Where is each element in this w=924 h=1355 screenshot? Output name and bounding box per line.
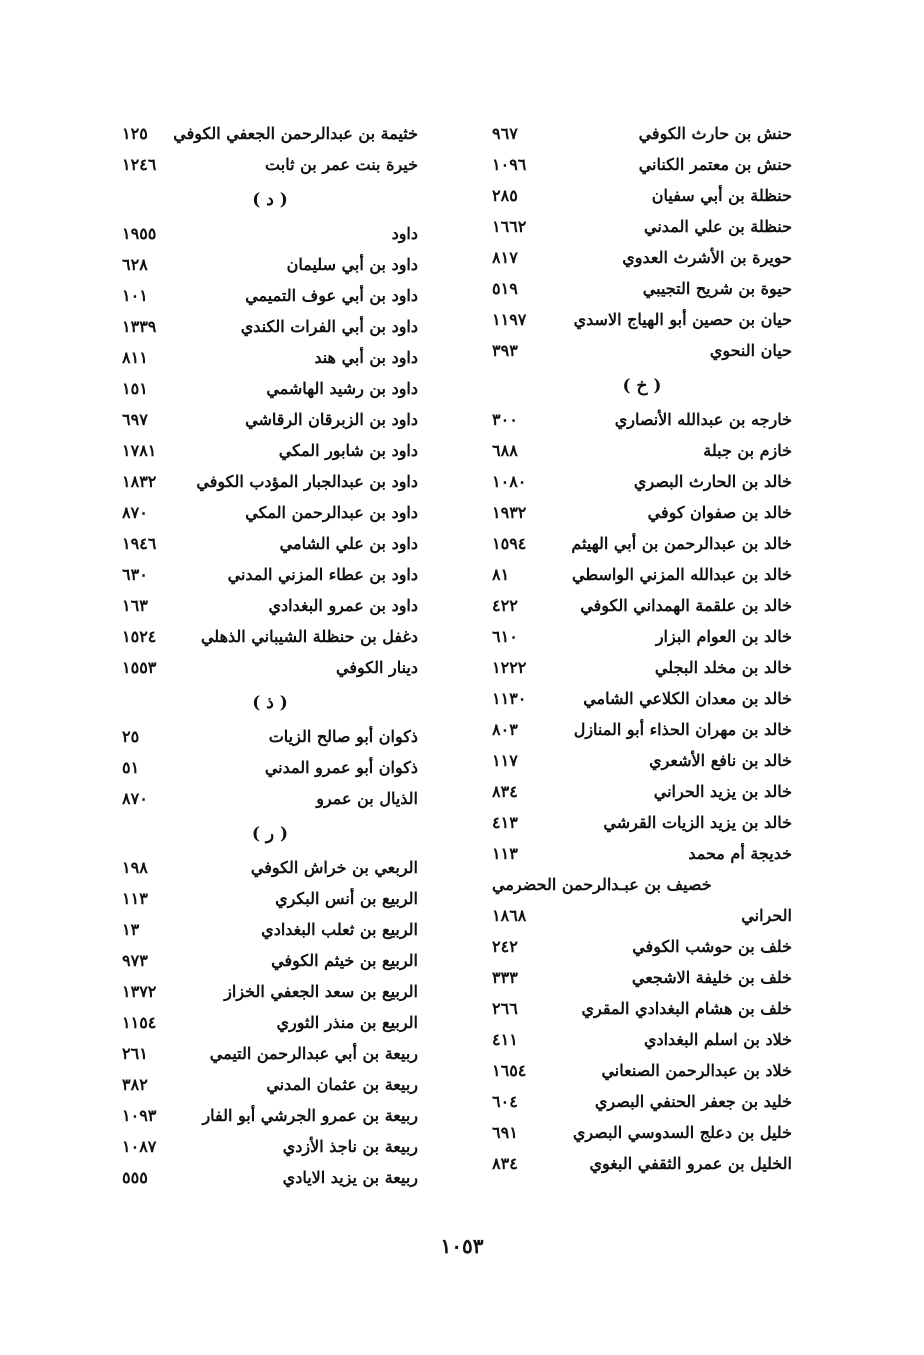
- index-entry: [492, 714, 792, 745]
- entry-name: الذيال بن عمرو: [316, 789, 418, 808]
- page-number: ١٠٥٣: [440, 1234, 484, 1258]
- index-entry: [492, 1055, 792, 1086]
- index-entry: [492, 335, 792, 366]
- index-entry: [492, 149, 792, 180]
- entry-number: ١٦٥٤: [492, 1061, 527, 1080]
- letter-heading: ( د ): [252, 190, 288, 210]
- entry-name: دغفل بن حنظلة الشيباني الذهلي: [200, 627, 418, 646]
- entry-number: ٢٤٢: [492, 937, 518, 956]
- entry-number: ١٨٣٢: [122, 472, 157, 491]
- entry-name: خالد بن صفوان كوفي: [647, 503, 792, 522]
- index-column-right: [492, 118, 792, 1179]
- entry-name: داود بن عبدالرحمن المكي: [245, 503, 418, 522]
- entry-name: داود بن أبي هند: [314, 348, 418, 367]
- entry-number: ١٥٢٤: [122, 627, 157, 646]
- index-entry: [122, 976, 418, 1007]
- index-entry: [122, 721, 418, 752]
- entry-number: ١٠٨٠: [492, 472, 527, 491]
- index-entry: [492, 931, 792, 962]
- index-entry: [122, 752, 418, 783]
- entry-name: ربيعة بن عثمان المدني: [266, 1075, 418, 1094]
- entry-name: خالد بن يزيد الحراني: [653, 782, 792, 801]
- entry-number: ١٩٨: [122, 858, 148, 877]
- entry-number: ٣٨٢: [122, 1075, 148, 1094]
- entry-number: ١٥٩٤: [492, 534, 527, 553]
- entry-number: ١٩٤٦: [122, 534, 157, 553]
- index-column-left: [122, 118, 418, 1193]
- entry-number: ٦١٠: [492, 627, 518, 646]
- entry-name: الربيع بن منذر الثوري: [276, 1013, 418, 1032]
- index-entry: [492, 1148, 792, 1179]
- entry-name: حويرة بن الأشرث العدوي: [622, 248, 792, 267]
- entry-number: ١١٣: [492, 844, 518, 863]
- entry-number: ١٢٥: [122, 124, 148, 143]
- entry-name: داود بن شابور المكي: [278, 441, 418, 460]
- index-entry: [122, 1100, 418, 1131]
- entry-name: حيان بن حصين أبو الهياج الاسدي: [573, 310, 792, 329]
- entry-name: خالد بن مهران الحذاء أبو المنازل: [573, 720, 792, 739]
- entry-name: خالد بن مخلد البجلي: [654, 658, 792, 677]
- index-entry: [492, 435, 792, 466]
- index-entry: [122, 435, 418, 466]
- entry-number: ١٥١: [122, 379, 148, 398]
- index-entry: [492, 559, 792, 590]
- entry-name: الخليل بن عمرو الثقفي البغوي: [589, 1154, 792, 1173]
- entry-name: داود بن علي الشامي: [279, 534, 418, 553]
- entry-number: ٨٧٠: [122, 503, 148, 522]
- index-entry: [122, 466, 418, 497]
- entry-number: ١٩٥٥: [122, 224, 157, 243]
- index-entry: [122, 1038, 418, 1069]
- index-entry: [122, 852, 418, 883]
- index-entry: [122, 1162, 418, 1193]
- index-entry: [122, 1069, 418, 1100]
- index-entry: [492, 776, 792, 807]
- entry-name: داود بن أبي عوف التميمي: [245, 286, 418, 305]
- entry-name: خلاد بن عبدالرحمن الصنعاني: [601, 1061, 792, 1080]
- entry-name: خالد بن نافع الأشعري: [649, 751, 792, 770]
- index-entry: [492, 745, 792, 776]
- entry-name: الربعي بن خراش الكوفي: [250, 858, 418, 877]
- entry-number: ١٥٥٣: [122, 658, 157, 677]
- entry-name: خالد بن معدان الكلاعي الشامي: [583, 689, 792, 708]
- index-entry: [122, 249, 418, 280]
- entry-name: خازم بن جبلة: [703, 441, 792, 460]
- entry-name: خصيف بن عبـدالرحمن الحضرمي: [492, 875, 712, 894]
- entry-number: ١٦٦٢: [492, 217, 527, 236]
- entry-name: داود بن عمرو البغدادي: [268, 596, 418, 615]
- entry-name: حيان النحوي: [709, 341, 792, 360]
- entry-name: خالد بن عبدالرحمن بن أبي الهيثم: [571, 534, 792, 553]
- entry-number: ٨١٧: [492, 248, 518, 267]
- entry-number: ١٠٩٣: [122, 1106, 157, 1125]
- entry-number: ٨٠٣: [492, 720, 518, 739]
- index-entry: [122, 1131, 418, 1162]
- entry-name: خالد بن علقمة الهمداني الكوفي: [580, 596, 792, 615]
- entry-number: ١١٧: [492, 751, 518, 770]
- entry-number: ١١٣: [122, 889, 148, 908]
- entry-number: ٢٥: [122, 727, 140, 746]
- index-entry: [492, 211, 792, 242]
- index-entry: [122, 311, 418, 342]
- index-entry: [122, 783, 418, 814]
- entry-name: خلاد بن اسلم البغدادي: [643, 1030, 792, 1049]
- entry-number: ٥١٩: [492, 279, 518, 298]
- entry-number: ٨٧٠: [122, 789, 148, 808]
- entry-name: ربيعة بن أبي عبدالرحمن التيمي: [209, 1044, 418, 1063]
- index-entry: [492, 528, 792, 559]
- index-entry: [122, 280, 418, 311]
- entry-name: دينار الكوفي: [336, 658, 418, 677]
- entry-number: ٣٣٣: [492, 968, 518, 987]
- index-entry: [122, 559, 418, 590]
- index-entry: [122, 404, 418, 435]
- entry-name: ذكوان أبو صالح الزيات: [268, 727, 418, 746]
- entry-name: داود بن الزبرقان الرقاشي: [245, 410, 418, 429]
- entry-number: ٦٣٠: [122, 565, 148, 584]
- entry-number: ١١٩٧: [492, 310, 527, 329]
- index-entry: [122, 914, 418, 945]
- letter-heading: ( خ ): [622, 376, 662, 396]
- index-entry: [492, 1024, 792, 1055]
- index-entry: [122, 528, 418, 559]
- index-entry: [122, 497, 418, 528]
- entry-name: حيوة بن شريح التجيبي: [642, 279, 792, 298]
- entry-number: ٤١٣: [492, 813, 518, 832]
- entry-name: خلف بن هشام البغدادي المقري: [581, 999, 792, 1018]
- entry-name: خالد بن الحارث البصري: [633, 472, 792, 491]
- index-entry: [492, 404, 792, 435]
- index-entry: [122, 373, 418, 404]
- entry-number: ٢٦١: [122, 1044, 148, 1063]
- entry-name: داود بن عبدالجبار المؤدب الكوفي: [196, 472, 418, 491]
- entry-name: خلف بن خليفة الاشجعي: [631, 968, 792, 987]
- index-entry: [492, 962, 792, 993]
- entry-name: حنظلة بن علي المدني: [644, 217, 792, 236]
- entry-number: ٦٨٨: [492, 441, 518, 460]
- index-entry: [122, 621, 418, 652]
- entry-name: حنظلة بن أبي سفيان: [651, 186, 792, 205]
- entry-number: ١٣٣٩: [122, 317, 157, 336]
- entry-number: ١١٣٠: [492, 689, 527, 708]
- index-entry: [492, 900, 792, 931]
- entry-number: ١١٥٤: [122, 1013, 157, 1032]
- index-entry: [492, 304, 792, 335]
- entry-name: الربيع بن أنس البكري: [275, 889, 418, 908]
- index-entry: [122, 118, 418, 149]
- index-entry: [492, 652, 792, 683]
- index-entry: [492, 180, 792, 211]
- entry-number: ١٢٢٢: [492, 658, 527, 677]
- entry-name: داود بن أبي الفرات الكندي: [240, 317, 418, 336]
- index-entry: [122, 590, 418, 621]
- entry-name: خالد بن العوام البزار: [655, 627, 792, 646]
- entry-number: ٣٠٠: [492, 410, 518, 429]
- index-entry: [122, 1007, 418, 1038]
- entry-number: ١٨٦٨: [492, 906, 527, 925]
- entry-name: ربيعة بن يزيد الايادي: [282, 1168, 418, 1187]
- entry-number: ٤١١: [492, 1030, 518, 1049]
- entry-number: ٣٩٣: [492, 341, 518, 360]
- entry-name: ربيعة بن عمرو الجرشي أبو الفار: [202, 1106, 418, 1125]
- entry-number: ٨١: [492, 565, 510, 584]
- index-entry: [492, 466, 792, 497]
- entry-name: حنش بن حارث الكوفي: [638, 124, 792, 143]
- entry-number: ١٩٣٢: [492, 503, 527, 522]
- entry-number: ٦٩١: [492, 1123, 518, 1142]
- index-entry: [492, 838, 792, 869]
- index-entry: [122, 149, 418, 180]
- entry-number: ٨٣٤: [492, 782, 518, 801]
- entry-name: خديجة أم محمد: [688, 844, 792, 863]
- entry-name: خالد بن عبدالله المزني الواسطي: [571, 565, 792, 584]
- entry-name: حنش بن معتمر الكناني: [638, 155, 792, 174]
- index-entry: [492, 1117, 792, 1148]
- entry-number: ١٣: [122, 920, 140, 939]
- letter-heading: ( ذ ): [252, 693, 288, 713]
- entry-number: ٩٦٧: [492, 124, 518, 143]
- index-entry: [492, 993, 792, 1024]
- index-entry: [122, 945, 418, 976]
- entry-number: ٦٢٨: [122, 255, 148, 274]
- entry-name: ذكوان أبو عمرو المدني: [264, 758, 418, 777]
- entry-number: ١٣٧٢: [122, 982, 157, 1001]
- entry-number: ٦٩٧: [122, 410, 148, 429]
- entry-number: ٩٧٣: [122, 951, 148, 970]
- entry-number: ٨١١: [122, 348, 148, 367]
- entry-name: الحراني: [741, 906, 792, 925]
- entry-number: ٥١: [122, 758, 140, 777]
- index-entry: [492, 273, 792, 304]
- entry-number: ١٧٨١: [122, 441, 157, 460]
- index-entry: [122, 342, 418, 373]
- entry-number: ٢٨٥: [492, 186, 518, 205]
- index-entry: [492, 118, 792, 149]
- entry-name: خالد بن يزيد الزيات القرشي: [603, 813, 792, 832]
- entry-name: خليد بن جعفر الحنفي البصري: [594, 1092, 792, 1111]
- entry-name: خارجه بن عبدالله الأنصاري: [614, 410, 792, 429]
- entry-name: الربيع بن خيثم الكوفي: [271, 951, 418, 970]
- index-entry: [492, 590, 792, 621]
- entry-number: ١٦٣: [122, 596, 148, 615]
- index-entry: [492, 497, 792, 528]
- entry-name: الربيع بن سعد الجعفي الخزاز: [224, 982, 418, 1001]
- index-entry: [492, 621, 792, 652]
- entry-name: داود بن رشيد الهاشمي: [266, 379, 418, 398]
- index-entry: [122, 652, 418, 683]
- entry-number: ٤٢٢: [492, 596, 518, 615]
- entry-name: داود بن أبي سليمان: [286, 255, 418, 274]
- entry-number: ٨٣٤: [492, 1154, 518, 1173]
- entry-number: ١٠٨٧: [122, 1137, 157, 1156]
- entry-name: الربيع بن ثعلب البغدادي: [261, 920, 418, 939]
- index-entry: [122, 218, 418, 249]
- entry-name: ربيعة بن ناجذ الأزدي: [282, 1137, 418, 1156]
- index-entry: [492, 242, 792, 273]
- entry-name: داود بن عطاء المزني المدني: [227, 565, 418, 584]
- entry-number: ١٢٤٦: [122, 155, 157, 174]
- index-entry-continued: [492, 869, 792, 900]
- entry-name: داود: [391, 224, 418, 243]
- entry-name: خثيمة بن عبدالرحمن الجعفي الكوفي: [173, 124, 418, 143]
- entry-number: ٥٥٥: [122, 1168, 148, 1187]
- entry-number: ٢٦٦: [492, 999, 518, 1018]
- entry-name: خلف بن حوشب الكوفي: [632, 937, 792, 956]
- entry-number: ٦٠٤: [492, 1092, 518, 1111]
- entry-name: خيرة بنت عمر بن ثابت: [265, 155, 418, 174]
- index-entry: [492, 807, 792, 838]
- letter-heading: ( ر ): [251, 824, 289, 844]
- index-entry: [492, 1086, 792, 1117]
- index-entry: [122, 883, 418, 914]
- entry-number: ١٠٩٦: [492, 155, 527, 174]
- entry-number: ١٠١: [122, 286, 148, 305]
- index-entry: [492, 683, 792, 714]
- entry-name: خليل بن دعلج السدوسي البصري: [572, 1123, 792, 1142]
